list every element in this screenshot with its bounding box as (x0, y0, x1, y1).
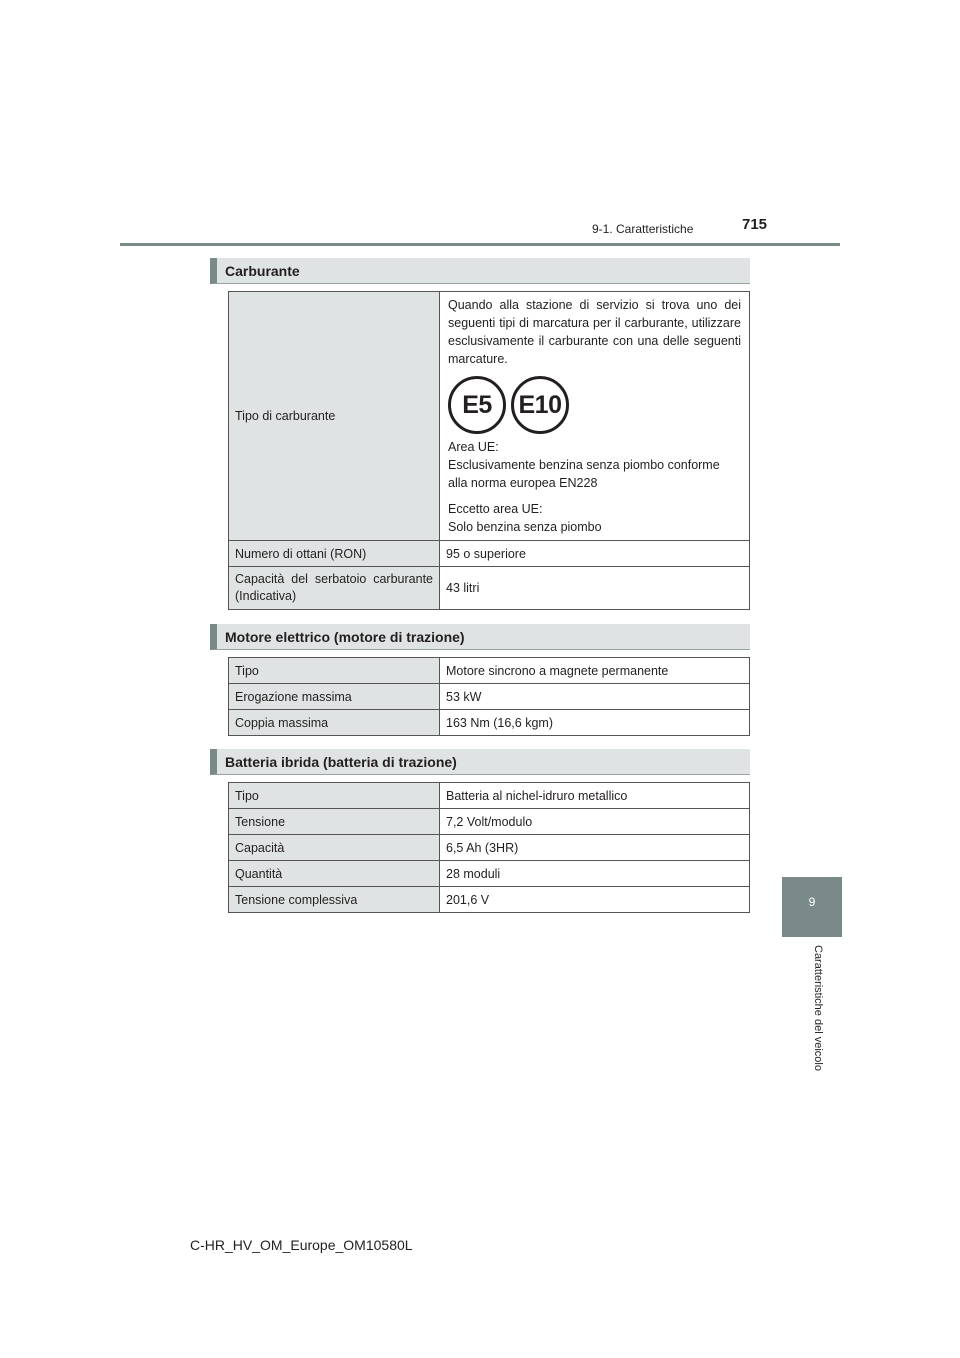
table-row (229, 809, 750, 835)
table-row (229, 292, 750, 541)
table-row (229, 567, 750, 610)
row-label: Tensione complessiva (229, 887, 440, 913)
e5-mark-icon: E5 (448, 376, 506, 434)
motor-section-heading: Motore elettrico (motore di trazione) (210, 624, 750, 650)
row-value: Motore sincrono a magnete permanente (440, 658, 750, 684)
non-eu-area-note: Eccetto area UE: Solo benzina senza piombo (448, 502, 602, 534)
table-row (229, 783, 750, 809)
table-row (229, 861, 750, 887)
row-value: 163 Nm (16,6 kgm) (440, 710, 750, 736)
row-value: 7,2 Volt/modulo (440, 809, 750, 835)
row-value: 95 o superiore (440, 541, 750, 567)
motor-spec-table (228, 657, 750, 736)
row-label: Erogazione massima (229, 684, 440, 710)
table-row (229, 887, 750, 913)
fuel-type-value (440, 292, 750, 541)
row-value: 28 moduli (440, 861, 750, 887)
chapter-tab[interactable] (782, 877, 842, 937)
row-value: 201,6 V (440, 887, 750, 913)
battery-spec-table (228, 782, 750, 913)
section-title: 9-1. Caratteristiche (592, 222, 694, 236)
fuel-type-intro: Quando alla stazione di servizio si trova uno dei seguenti tipi di marcatura per il carburante, utilizzare esclusivamente il carburante con una delle seguenti marcature. (448, 298, 741, 366)
page-number: 715 (742, 216, 768, 233)
row-value: 53 kW (440, 684, 750, 710)
chapter-number: 9 (808, 895, 816, 909)
table-row (229, 541, 750, 567)
row-label: Tipo (229, 658, 440, 684)
fuel-type-label: Tipo di carburante (229, 292, 440, 541)
row-label: Numero di ottani (RON) (229, 541, 440, 567)
table-row (229, 710, 750, 736)
e10-mark-icon: E10 (511, 376, 569, 434)
document-code: C-HR_HV_OM_Europe_OM10580L (190, 1237, 413, 1253)
row-label: Capacità (229, 835, 440, 861)
row-value: 43 litri (440, 567, 750, 610)
row-value: 6,5 Ah (3HR) (440, 835, 750, 861)
table-row (229, 658, 750, 684)
row-label: Tensione (229, 809, 440, 835)
table-row (229, 684, 750, 710)
header-divider (120, 243, 840, 246)
eu-area-note: Area UE: Esclusivamente benzina senza piombo conforme alla norma europea EN228 (448, 440, 720, 490)
row-label: Capacità del serbatoio carburante (Indicativa) (229, 567, 440, 610)
row-label: Tipo (229, 783, 440, 809)
battery-section-heading: Batteria ibrida (batteria di trazione) (210, 749, 750, 775)
row-value: Batteria al nichel-idruro metallico (440, 783, 750, 809)
row-label: Quantità (229, 861, 440, 887)
fuel-marks (448, 376, 741, 434)
fuel-section-heading: Carburante (210, 258, 750, 284)
row-label: Coppia massima (229, 710, 440, 736)
chapter-label: Caratteristiche del veicolo (812, 945, 824, 1071)
fuel-spec-table (228, 291, 750, 610)
table-row (229, 835, 750, 861)
